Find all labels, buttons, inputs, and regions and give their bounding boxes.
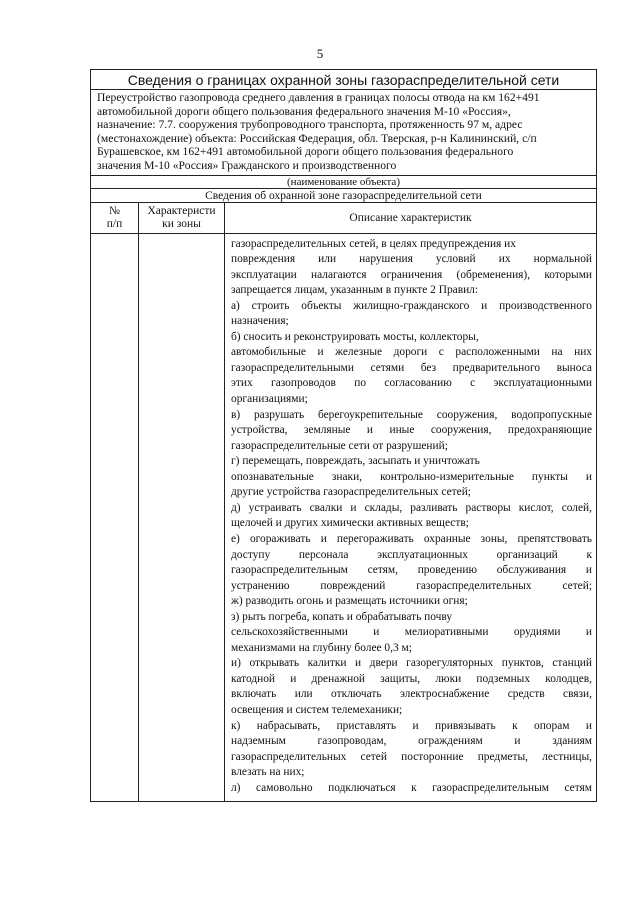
column-number-line: п/п [106, 217, 123, 230]
column-number-line: № [109, 204, 120, 217]
description-line: газораспределительным сетям, проведению обслуживания и [231, 564, 592, 577]
object-line: назначение: 7.7. сооружения трубопроводного транспорта, протяженность 97 м, адрес [97, 118, 523, 132]
description-line: а) строить объекты жилищно-гражданского и производственного [231, 299, 592, 312]
description-line: механизмами на глубину более 0,3 м; [231, 641, 412, 654]
column-characteristic-line: ки зоны [162, 217, 201, 230]
description-line: организациями; [231, 393, 308, 406]
table-row [91, 234, 596, 801]
description-line: устранению повреждений газораспределительных сетей; [231, 579, 592, 592]
description-line: б) сносить и реконструировать мосты, коллекторы, [231, 330, 479, 343]
description-line: к) набрасывать, приставлять и привязывать к опорам и [231, 719, 592, 732]
description-line: в) разрушать берегоукрепительные сооружения, водопропускные [231, 408, 592, 421]
description-line: надземным газопроводам, ограждениям и зданиям [231, 735, 592, 748]
description-line: катодной и дренажной защиты, люки подземных колодцев, [231, 672, 592, 685]
description-line: д) устраивать свалки и склады, разливать растворы кислот, солей, [231, 501, 592, 514]
zone-document-table [90, 69, 597, 802]
column-header-row [91, 203, 596, 234]
description-line: доступу персонала эксплуатационных организаций к [231, 548, 592, 561]
column-number-header [91, 203, 139, 233]
description-line: л) самовольно подключаться к газораспределительным сетям [231, 781, 592, 794]
row-number-cell [91, 234, 139, 801]
row-characteristic-cell [139, 234, 225, 801]
page-number: 5 [316, 46, 324, 61]
row-description-cell [225, 234, 596, 801]
description-line: и) открывать калитки и двери газорегуляторных пунктов, станций [231, 657, 592, 670]
description-line: газораспределительных сетей посторонние предметы, лестницы, [231, 750, 592, 763]
description-line: устройства, земляные и иные сооружения, предохраняющие [231, 424, 592, 437]
description-line: назначения; [231, 315, 289, 328]
object-line: Бурашевское, км 162+491 автомобильной дороги общего пользования федерального [97, 145, 514, 159]
column-characteristic-line: Характеристи [147, 204, 216, 217]
object-line: (местонахождение) объекта: Российская Федерация, обл. Тверская, р-н Калининский, с/п [97, 131, 537, 145]
object-caption: (наименование объекта) [91, 176, 596, 189]
description-line: е) огораживать и перегораживать охранные зоны, препятствовать [231, 532, 592, 545]
description-line: з) рыть погреба, копать и обрабатывать почву [231, 610, 453, 623]
description-line: эксплуатации налагаются ограничения (обременения), которыми [231, 268, 592, 281]
description-line: ж) разводить огонь и размещать источники огня; [231, 595, 468, 608]
object-line: автомобильной дороги общего пользования федерального значения М-10 «Россия», [97, 104, 511, 118]
description-line: сельскохозяйственными и мелиоративными орудиями и [231, 626, 592, 639]
description-line: автомобильные и железные дороги с расположенными на них [231, 346, 592, 359]
column-description-header: Описание характеристик [349, 211, 472, 224]
description-line: включать или отключать электроснабжение средств связи, [231, 688, 592, 701]
object-description [91, 90, 596, 176]
description-line: газораспределительными сетями без предварительного выноса [231, 361, 592, 374]
description-line: газораспределительных сетей, в целях предупреждения их [231, 237, 516, 250]
description-line: газораспределительные сети от разрушений; [231, 439, 448, 452]
section-header: Сведения об охранной зоне газораспределительной сети [91, 189, 596, 203]
object-line: Переустройство газопровода среднего давления в границах полосы отвода на км 162+491 [97, 91, 540, 104]
object-line: значения М-10 «Россия» Гражданского и производственного [97, 158, 397, 172]
description-line: щелочей и других химически активных веществ; [231, 517, 469, 530]
document-title: Сведения о границах охранной зоны газораспределительной сети [91, 70, 596, 90]
description-line: этих газопроводов по согласованию с эксплуатационными [231, 377, 592, 390]
column-characteristic-header [139, 203, 225, 233]
description-line: г) перемещать, повреждать, засыпать и уничтожать [231, 455, 480, 468]
description-line: запрещается лицам, указанным в пункте 2 Правил: [231, 284, 479, 297]
description-line: влезать на них; [231, 766, 305, 779]
description-line: другие устройства газораспределительных сетей; [231, 486, 471, 499]
description-line: освещения и систем телемеханики; [231, 703, 403, 716]
description-line: повреждения или нарушения условий их нормальной [231, 253, 592, 266]
description-line: опознавательные знаки, контрольно-измерительные пункты и [231, 470, 592, 483]
